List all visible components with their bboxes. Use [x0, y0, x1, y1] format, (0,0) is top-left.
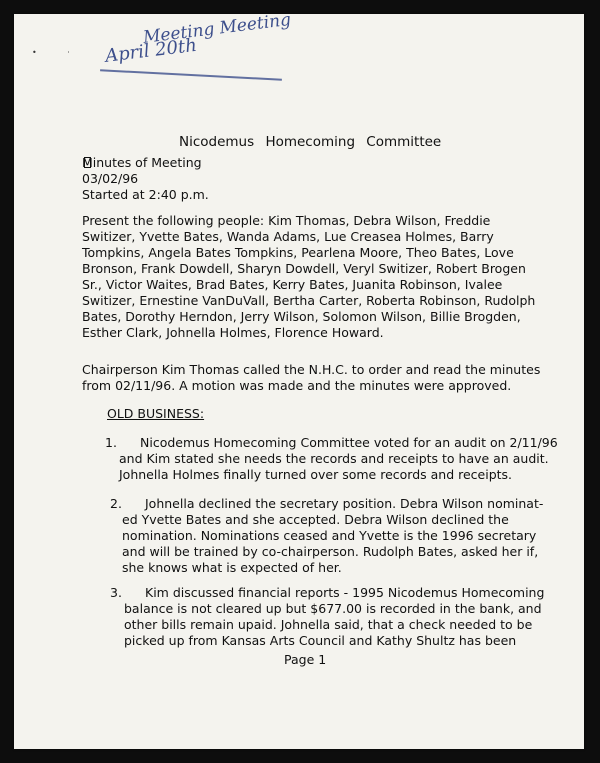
item-number: 1. [105, 435, 117, 450]
item-line: Johnella Holmes finally turned over some records and receipts. [119, 467, 513, 482]
scan-specks: • · [32, 48, 84, 57]
handwritten-note-line2: April 20th [104, 34, 198, 67]
header-line: Started at 2:40 p.m. [82, 187, 209, 202]
item-line: nomination. Nominations ceased and Yvette is the 1996 secretary [122, 528, 537, 543]
item-line: Kim discussed financial reports - 1995 Nicodemus Homecoming [145, 585, 545, 600]
page-number: Page 1 [284, 652, 327, 667]
item-body [140, 435, 558, 451]
header-line: Minutes of Meeting [82, 155, 202, 170]
attendance-line: Esther Clark, Johnella Holmes, Florence Howard. [82, 325, 384, 340]
header-line: 03/02/96 [82, 171, 139, 186]
item-body-continued [122, 512, 538, 576]
attendance-line: Switizer, Yvette Bates, Wanda Adams, Lue Creasea Holmes, Barry [82, 229, 494, 244]
item-line: balance is not cleared up but $677.00 is recorded in the bank, and [124, 601, 542, 616]
attendance-line: Present the following people: Kim Thomas, Debra Wilson, Freddie [82, 213, 491, 228]
item-line: and Kim stated she needs the records and receipts to have an audit. [119, 451, 549, 466]
item-line: she knows what is expected of her. [122, 560, 342, 575]
item-body [145, 585, 544, 601]
header-block [82, 155, 209, 203]
attendance-line: Bates, Dorothy Herndon, Jerry Wilson, Solomon Wilson, Billie Brogden, [82, 309, 521, 324]
item-line: and will be trained by co-chairperson. Rudolph Bates, asked her if, [122, 544, 539, 559]
item-body [145, 496, 543, 512]
item-body-continued [119, 451, 549, 483]
item-line: ed Yvette Bates and she accepted. Debra Wilson declined the [122, 512, 509, 527]
item-line: Johnella declined the secretary position. Debra Wilson nominat- [145, 496, 544, 511]
handwritten-underline [100, 69, 282, 81]
item-line: other bills remain upaid. Johnella said, that a check needed to be [124, 617, 533, 632]
handwritten-note-line1: Meeting Meeting [142, 9, 293, 48]
chair-line: Chairperson Kim Thomas called the N.H.C. to order and read the minutes [82, 362, 541, 377]
page-title: Nicodemus Homecoming Committee [179, 134, 442, 150]
item-body-continued [124, 601, 542, 649]
attendance-line: Tompkins, Angela Bates Tompkins, Pearlena Moore, Theo Bates, Love [82, 245, 514, 260]
item-number: 3. [110, 585, 122, 600]
chair-paragraph [82, 362, 540, 394]
chair-line: from 02/11/96. A motion was made and the minutes were approved. [82, 378, 512, 393]
attendance-line: Switizer, Ernestine VanDuVall, Bertha Carter, Roberta Robinson, Rudolph [82, 293, 536, 308]
document-page [14, 9, 584, 749]
item-line: Nicodemus Homecoming Committee voted for an audit on 2/11/96 [140, 435, 558, 450]
attendance-paragraph [82, 213, 535, 341]
item-line: picked up from Kansas Arts Council and Kathy Shultz has been [124, 633, 517, 648]
attendance-line: Sr., Victor Waites, Brad Bates, Kerry Bates, Juanita Robinson, Ivalee [82, 277, 503, 292]
attendance-line: Bronson, Frank Dowdell, Sharyn Dowdell, Veryl Switizer, Robert Brogen [82, 261, 526, 276]
section-heading: OLD BUSINESS: [107, 406, 205, 421]
item-number: 2. [110, 496, 122, 511]
